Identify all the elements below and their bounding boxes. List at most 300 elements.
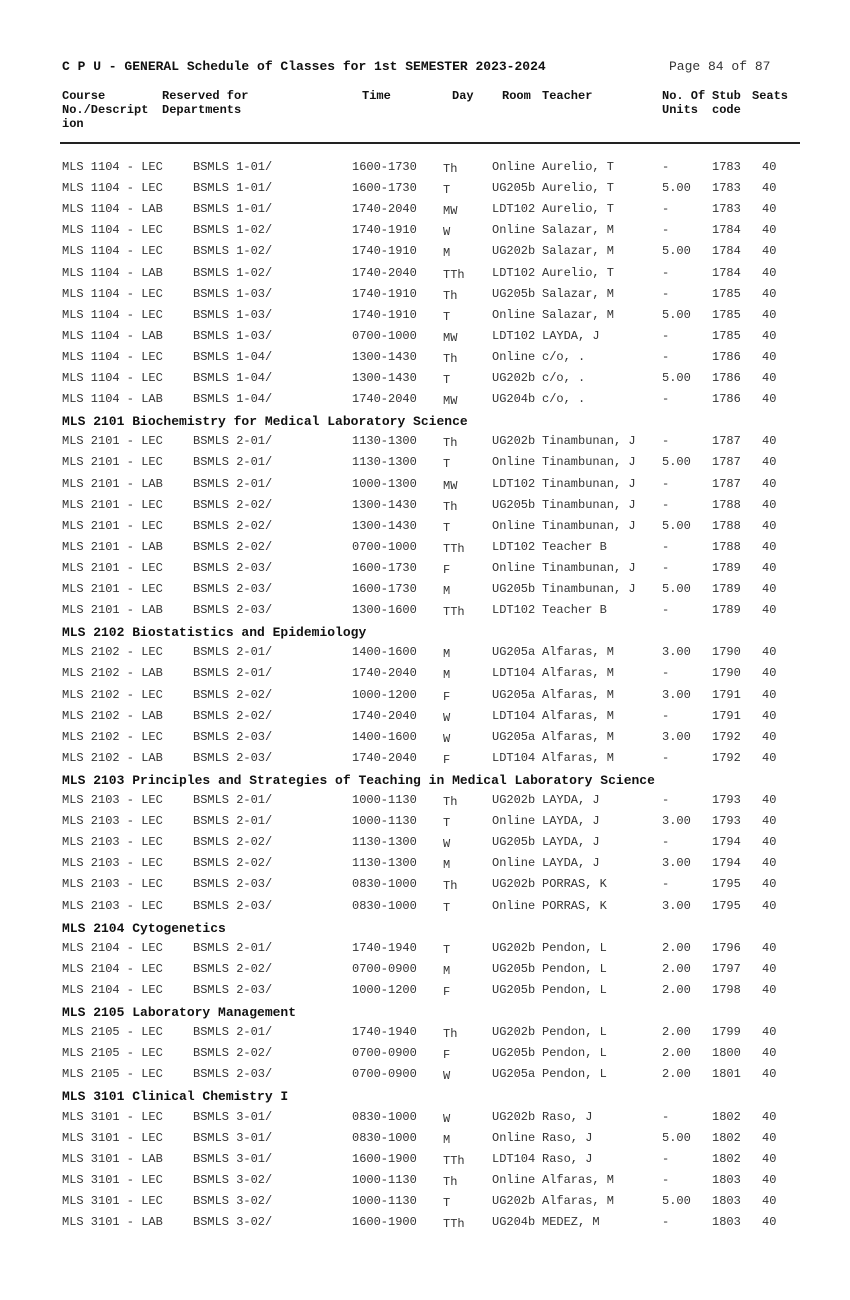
cell-course: MLS 2105 - LEC (62, 1046, 163, 1060)
cell-room: UG205a (492, 1067, 536, 1081)
cell-dept: BSMLS 2-01/ (193, 814, 273, 828)
cell-units: 5.00 (662, 455, 691, 469)
cell-room: Online (492, 856, 536, 870)
cell-course: MLS 2103 - LEC (62, 856, 163, 870)
cell-day: M (443, 858, 451, 872)
cell-units: 2.00 (662, 1067, 691, 1081)
cell-seats: 40 (762, 1131, 777, 1145)
table-row (0, 455, 850, 476)
cell-units: - (662, 793, 670, 807)
cell-room: Online (492, 223, 536, 237)
cell-room: LDT102 (492, 540, 536, 554)
cell-seats: 40 (762, 941, 777, 955)
page-number: Page 84 of 87 (669, 59, 771, 74)
cell-seats: 40 (762, 287, 777, 301)
cell-units: - (662, 561, 670, 575)
cell-dept: BSMLS 2-03/ (193, 1067, 273, 1081)
cell-units: 5.00 (662, 371, 691, 385)
cell-room: UG205b (492, 287, 536, 301)
course-section-heading: MLS 2105 Laboratory Management (62, 1005, 297, 1020)
cell-time: 1600-1730 (352, 561, 417, 575)
cell-day: TTh (443, 268, 465, 282)
cell-day: Th (443, 795, 458, 809)
cell-units: - (662, 266, 670, 280)
cell-stub: 1787 (712, 477, 741, 491)
course-section-heading: MLS 2104 Cytogenetics (62, 921, 226, 936)
cell-stub: 1786 (712, 392, 741, 406)
cell-dept: BSMLS 2-02/ (193, 709, 273, 723)
cell-room: UG202b (492, 244, 536, 258)
cell-room: UG205b (492, 582, 536, 596)
cell-course: MLS 2103 - LEC (62, 814, 163, 828)
cell-day: M (443, 246, 451, 260)
col-header-reserved: Reserved for Departments (162, 89, 249, 117)
table-row (0, 983, 850, 1004)
cell-dept: BSMLS 1-04/ (193, 350, 273, 364)
table-row (0, 1025, 850, 1046)
cell-day: MW (443, 394, 458, 408)
col-header-room: Room (502, 89, 531, 103)
cell-units: 5.00 (662, 244, 691, 258)
cell-units: - (662, 477, 670, 491)
table-row (0, 244, 850, 265)
cell-dept: BSMLS 1-01/ (193, 160, 273, 174)
cell-course: MLS 1104 - LEC (62, 244, 163, 258)
cell-teacher: Raso, J (542, 1110, 593, 1124)
cell-dept: BSMLS 2-02/ (193, 519, 273, 533)
cell-dept: BSMLS 3-01/ (193, 1110, 273, 1124)
cell-seats: 40 (762, 688, 777, 702)
cell-units: 3.00 (662, 856, 691, 870)
cell-dept: BSMLS 2-02/ (193, 498, 273, 512)
cell-course: MLS 2102 - LAB (62, 666, 163, 680)
cell-stub: 1783 (712, 181, 741, 195)
cell-room: Online (492, 519, 536, 533)
cell-seats: 40 (762, 350, 777, 364)
table-row (0, 1215, 850, 1236)
col-header-teacher: Teacher (542, 89, 593, 103)
cell-day: M (443, 964, 451, 978)
cell-day: MW (443, 331, 458, 345)
cell-seats: 40 (762, 603, 777, 617)
cell-day: T (443, 373, 451, 387)
cell-stub: 1797 (712, 962, 741, 976)
cell-units: 2.00 (662, 941, 691, 955)
cell-room: UG205b (492, 181, 536, 195)
cell-day: T (443, 943, 451, 957)
cell-course: MLS 1104 - LEC (62, 308, 163, 322)
cell-room: Online (492, 455, 536, 469)
cell-stub: 1795 (712, 877, 741, 891)
cell-stub: 1788 (712, 498, 741, 512)
cell-stub: 1794 (712, 835, 741, 849)
cell-seats: 40 (762, 793, 777, 807)
cell-teacher: Pendon, L (542, 962, 607, 976)
cell-teacher: PORRAS, K (542, 899, 607, 913)
cell-room: LDT104 (492, 1152, 536, 1166)
cell-units: 2.00 (662, 962, 691, 976)
cell-stub: 1785 (712, 329, 741, 343)
cell-teacher: Salazar, M (542, 244, 615, 258)
col-header-day: Day (452, 89, 474, 103)
cell-room: LDT104 (492, 751, 536, 765)
cell-stub: 1801 (712, 1067, 741, 1081)
cell-room: UG202b (492, 434, 536, 448)
cell-stub: 1784 (712, 266, 741, 280)
cell-dept: BSMLS 2-02/ (193, 540, 273, 554)
cell-course: MLS 2101 - LEC (62, 561, 163, 575)
cell-seats: 40 (762, 498, 777, 512)
cell-day: T (443, 901, 451, 915)
cell-course: MLS 2101 - LAB (62, 603, 163, 617)
cell-dept: BSMLS 2-02/ (193, 688, 273, 702)
cell-room: UG202b (492, 1194, 536, 1208)
cell-dept: BSMLS 1-02/ (193, 244, 273, 258)
cell-day: M (443, 584, 451, 598)
cell-units: 3.00 (662, 814, 691, 828)
cell-stub: 1803 (712, 1173, 741, 1187)
cell-course: MLS 2105 - LEC (62, 1025, 163, 1039)
cell-teacher: Tinambunan, J (542, 561, 636, 575)
cell-room: Online (492, 899, 536, 913)
cell-teacher: Salazar, M (542, 223, 615, 237)
cell-seats: 40 (762, 962, 777, 976)
cell-stub: 1791 (712, 709, 741, 723)
cell-units: - (662, 1110, 670, 1124)
cell-units: 5.00 (662, 308, 691, 322)
cell-seats: 40 (762, 814, 777, 828)
cell-time: 1300-1430 (352, 371, 417, 385)
cell-course: MLS 1104 - LAB (62, 329, 163, 343)
cell-day: M (443, 647, 451, 661)
cell-seats: 40 (762, 223, 777, 237)
cell-stub: 1795 (712, 899, 741, 913)
cell-day: Th (443, 1027, 458, 1041)
cell-dept: BSMLS 2-01/ (193, 434, 273, 448)
cell-seats: 40 (762, 1046, 777, 1060)
cell-dept: BSMLS 2-03/ (193, 751, 273, 765)
cell-units: - (662, 603, 670, 617)
cell-dept: BSMLS 1-03/ (193, 329, 273, 343)
table-row (0, 498, 850, 519)
cell-time: 1740-1910 (352, 244, 417, 258)
cell-stub: 1790 (712, 645, 741, 659)
cell-course: MLS 1104 - LEC (62, 371, 163, 385)
course-section-heading: MLS 2101 Biochemistry for Medical Laboratory Science (62, 414, 468, 429)
cell-seats: 40 (762, 371, 777, 385)
cell-day: TTh (443, 1217, 465, 1231)
cell-dept: BSMLS 1-01/ (193, 202, 273, 216)
cell-units: - (662, 666, 670, 680)
cell-day: W (443, 711, 451, 725)
table-row (0, 1152, 850, 1173)
table-row (0, 962, 850, 983)
cell-teacher: LAYDA, J (542, 329, 600, 343)
cell-day: Th (443, 352, 458, 366)
table-row (0, 645, 850, 666)
cell-stub: 1792 (712, 730, 741, 744)
cell-room: LDT104 (492, 666, 536, 680)
cell-stub: 1788 (712, 519, 741, 533)
cell-time: 1130-1300 (352, 856, 417, 870)
cell-course: MLS 3101 - LEC (62, 1110, 163, 1124)
cell-day: TTh (443, 1154, 465, 1168)
cell-dept: BSMLS 2-01/ (193, 645, 273, 659)
cell-time: 1740-1910 (352, 308, 417, 322)
cell-room: UG202b (492, 941, 536, 955)
cell-course: MLS 2103 - LEC (62, 835, 163, 849)
cell-time: 1300-1430 (352, 519, 417, 533)
cell-dept: BSMLS 2-02/ (193, 962, 273, 976)
col-header-time: Time (362, 89, 391, 103)
cell-day: M (443, 1133, 451, 1147)
cell-dept: BSMLS 3-02/ (193, 1215, 273, 1229)
cell-teacher: LAYDA, J (542, 793, 600, 807)
cell-teacher: LAYDA, J (542, 814, 600, 828)
cell-course: MLS 3101 - LEC (62, 1173, 163, 1187)
cell-time: 1740-1910 (352, 287, 417, 301)
cell-time: 0830-1000 (352, 877, 417, 891)
cell-stub: 1800 (712, 1046, 741, 1060)
cell-units: 2.00 (662, 1046, 691, 1060)
cell-course: MLS 2102 - LEC (62, 645, 163, 659)
cell-dept: BSMLS 2-01/ (193, 666, 273, 680)
cell-teacher: Pendon, L (542, 1025, 607, 1039)
cell-course: MLS 2104 - LEC (62, 962, 163, 976)
cell-units: - (662, 329, 670, 343)
cell-teacher: Pendon, L (542, 983, 607, 997)
table-row (0, 519, 850, 540)
cell-day: MW (443, 479, 458, 493)
cell-units: - (662, 751, 670, 765)
cell-stub: 1786 (712, 350, 741, 364)
cell-course: MLS 3101 - LAB (62, 1215, 163, 1229)
table-row (0, 814, 850, 835)
cell-units: - (662, 498, 670, 512)
cell-dept: BSMLS 1-04/ (193, 392, 273, 406)
cell-teacher: Alfaras, M (542, 666, 615, 680)
cell-time: 0830-1000 (352, 1131, 417, 1145)
cell-room: UG205a (492, 688, 536, 702)
cell-course: MLS 2103 - LEC (62, 899, 163, 913)
cell-stub: 1802 (712, 1152, 741, 1166)
cell-course: MLS 1104 - LEC (62, 350, 163, 364)
cell-seats: 40 (762, 983, 777, 997)
table-row (0, 223, 850, 244)
cell-time: 1400-1600 (352, 645, 417, 659)
cell-stub: 1789 (712, 582, 741, 596)
cell-units: 5.00 (662, 519, 691, 533)
cell-room: Online (492, 350, 536, 364)
table-row (0, 477, 850, 498)
cell-stub: 1799 (712, 1025, 741, 1039)
cell-time: 1740-2040 (352, 266, 417, 280)
cell-teacher: MEDEZ, M (542, 1215, 600, 1229)
col-header-seats: Seats (752, 89, 789, 103)
cell-day: Th (443, 162, 458, 176)
cell-teacher: Teacher B (542, 540, 607, 554)
cell-seats: 40 (762, 1152, 777, 1166)
cell-teacher: Tinambunan, J (542, 455, 636, 469)
cell-stub: 1783 (712, 202, 741, 216)
cell-dept: BSMLS 2-03/ (193, 899, 273, 913)
cell-teacher: Aurelio, T (542, 266, 615, 280)
cell-day: W (443, 1112, 451, 1126)
cell-day: F (443, 690, 451, 704)
cell-teacher: Alfaras, M (542, 751, 615, 765)
cell-teacher: c/o, . (542, 392, 586, 406)
col-header-stub: Stub code (712, 89, 741, 117)
cell-dept: BSMLS 2-01/ (193, 793, 273, 807)
cell-day: TTh (443, 542, 465, 556)
cell-dept: BSMLS 2-02/ (193, 856, 273, 870)
table-row (0, 856, 850, 877)
cell-seats: 40 (762, 730, 777, 744)
cell-seats: 40 (762, 561, 777, 575)
cell-day: W (443, 732, 451, 746)
cell-time: 1740-2040 (352, 392, 417, 406)
table-row (0, 1110, 850, 1131)
cell-stub: 1790 (712, 666, 741, 680)
cell-units: - (662, 287, 670, 301)
table-row (0, 1046, 850, 1067)
cell-room: UG205b (492, 983, 536, 997)
cell-teacher: Tinambunan, J (542, 434, 636, 448)
table-row (0, 688, 850, 709)
cell-stub: 1783 (712, 160, 741, 174)
cell-units: - (662, 202, 670, 216)
cell-course: MLS 1104 - LAB (62, 392, 163, 406)
cell-dept: BSMLS 1-04/ (193, 371, 273, 385)
cell-time: 1400-1600 (352, 730, 417, 744)
cell-seats: 40 (762, 1215, 777, 1229)
cell-day: Th (443, 289, 458, 303)
cell-seats: 40 (762, 645, 777, 659)
cell-stub: 1784 (712, 223, 741, 237)
cell-room: UG204b (492, 392, 536, 406)
cell-units: - (662, 350, 670, 364)
cell-room: LDT104 (492, 709, 536, 723)
cell-units: - (662, 709, 670, 723)
cell-teacher: Tinambunan, J (542, 498, 636, 512)
cell-seats: 40 (762, 202, 777, 216)
cell-units: - (662, 1152, 670, 1166)
table-row (0, 709, 850, 730)
cell-time: 1600-1900 (352, 1152, 417, 1166)
cell-course: MLS 1104 - LAB (62, 202, 163, 216)
cell-time: 1600-1900 (352, 1215, 417, 1229)
cell-units: - (662, 434, 670, 448)
cell-room: UG205b (492, 835, 536, 849)
cell-time: 1300-1430 (352, 498, 417, 512)
cell-course: MLS 2101 - LAB (62, 540, 163, 554)
cell-units: - (662, 540, 670, 554)
cell-stub: 1788 (712, 540, 741, 554)
cell-room: LDT102 (492, 329, 536, 343)
table-row (0, 835, 850, 856)
cell-day: T (443, 310, 451, 324)
cell-stub: 1791 (712, 688, 741, 702)
cell-seats: 40 (762, 1194, 777, 1208)
cell-time: 0830-1000 (352, 1110, 417, 1124)
cell-units: 3.00 (662, 730, 691, 744)
cell-room: UG202b (492, 1025, 536, 1039)
cell-day: T (443, 816, 451, 830)
cell-room: Online (492, 1173, 536, 1187)
cell-stub: 1786 (712, 371, 741, 385)
cell-teacher: Raso, J (542, 1152, 593, 1166)
cell-day: Th (443, 500, 458, 514)
cell-day: F (443, 1048, 451, 1062)
cell-course: MLS 3101 - LAB (62, 1152, 163, 1166)
cell-stub: 1793 (712, 814, 741, 828)
cell-course: MLS 2101 - LEC (62, 455, 163, 469)
cell-teacher: Aurelio, T (542, 160, 615, 174)
cell-units: 5.00 (662, 582, 691, 596)
cell-course: MLS 2103 - LEC (62, 877, 163, 891)
cell-seats: 40 (762, 856, 777, 870)
cell-teacher: Teacher B (542, 603, 607, 617)
cell-teacher: LAYDA, J (542, 856, 600, 870)
cell-time: 1130-1300 (352, 434, 417, 448)
cell-course: MLS 2101 - LEC (62, 498, 163, 512)
cell-room: UG205b (492, 1046, 536, 1060)
cell-stub: 1798 (712, 983, 741, 997)
cell-seats: 40 (762, 1067, 777, 1081)
cell-day: Th (443, 436, 458, 450)
cell-time: 0700-0900 (352, 1067, 417, 1081)
cell-time: 1740-1910 (352, 223, 417, 237)
cell-day: T (443, 1196, 451, 1210)
table-row (0, 540, 850, 561)
cell-room: UG202b (492, 1110, 536, 1124)
cell-teacher: Alfaras, M (542, 730, 615, 744)
table-row (0, 582, 850, 603)
cell-room: Online (492, 814, 536, 828)
cell-day: MW (443, 204, 458, 218)
table-row (0, 202, 850, 223)
cell-seats: 40 (762, 1025, 777, 1039)
cell-day: TTh (443, 605, 465, 619)
cell-dept: BSMLS 2-03/ (193, 561, 273, 575)
cell-time: 1600-1730 (352, 582, 417, 596)
cell-dept: BSMLS 1-03/ (193, 287, 273, 301)
cell-day: F (443, 563, 451, 577)
cell-time: 1740-2040 (352, 202, 417, 216)
cell-teacher: Tinambunan, J (542, 582, 636, 596)
cell-time: 1000-1130 (352, 814, 417, 828)
cell-teacher: Salazar, M (542, 287, 615, 301)
cell-dept: BSMLS 2-03/ (193, 730, 273, 744)
cell-teacher: Raso, J (542, 1131, 593, 1145)
table-row (0, 1067, 850, 1088)
cell-stub: 1793 (712, 793, 741, 807)
table-row (0, 561, 850, 582)
cell-course: MLS 2101 - LEC (62, 582, 163, 596)
cell-day: Th (443, 879, 458, 893)
cell-day: W (443, 1069, 451, 1083)
cell-course: MLS 2101 - LEC (62, 434, 163, 448)
cell-teacher: Aurelio, T (542, 202, 615, 216)
cell-stub: 1789 (712, 603, 741, 617)
cell-seats: 40 (762, 266, 777, 280)
cell-room: Online (492, 561, 536, 575)
cell-time: 1740-2040 (352, 666, 417, 680)
cell-room: LDT102 (492, 202, 536, 216)
cell-time: 1000-1300 (352, 477, 417, 491)
cell-teacher: Alfaras, M (542, 688, 615, 702)
cell-course: MLS 2101 - LEC (62, 519, 163, 533)
